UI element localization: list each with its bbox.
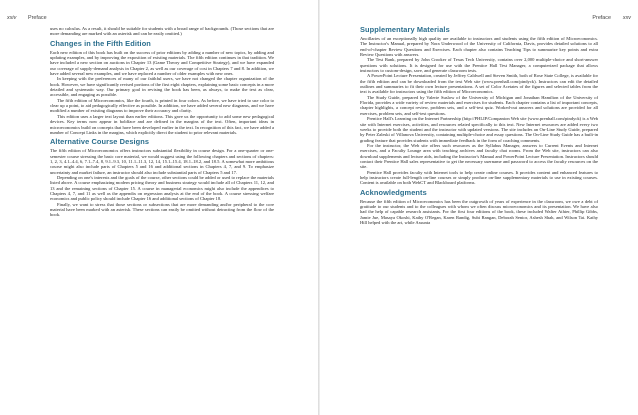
paragraph: The Test Bank, prepared by John Crooker of Texas Tech University, contains over 2,000 multiple-choice and short-answer questions with solutions. It is designed for use with the Prentice Hall Test Manager, a computerized package that allows instructors to custom-design, save, and generate classroom tests. [360,57,598,74]
intro-paragraph: uses no calculus. As a result, it should be suitable for students with a broad range of backgrounds. (Those sections that are more demanding are marked with an asterisk and can be easily omitted.) [50,26,274,37]
page-number: xxv [622,15,631,21]
paragraph: Finally, we want to stress that those sections or subsections that are more demanding and/or peripheral to the core material have been marked with an asterisk. These sections can easily be omitted without detracting from the flow of the book. [50,201,274,218]
paragraph: Depending on one's interests and the goals of the course, other sections could be added or used to replace the materials listed above. A course emphasizing modern pricing theory and business strategy would include all of Chapters 11, 12, and 13 and the remaining sections of Chapter 15. A course in managerial economics might also include the appendices to Chapters 4, 7, and 11 as well as the appendix on regression analysis at the end of the book. A course stressing welfare economics and public policy should include Chapter 16 and additional sections of Chapter 18. [50,174,274,202]
paragraph: The fifth edition of Microeconomics offers instructors substantial flexibility in course design. For a one-quarter or one-semester course stressing the basic core material, we would suggest using the following chapters and sections of chapters: 1, 2, 3, 4.1–4.4, 6, 7.1–7.4, 8, 9.1–9.3, 10, 11.1–11.3, 12, 14, 15.1–15.4, 18.1–18.2, and 18.5. A somewhat more ambitious course might also include parts of Chapters 5 and 16 and additional sections in Chapters 4, 7, and 9. To emphasize uncertainty and market failure, an instructor should also include substantial parts of Chapters 5 and 17. [50,148,274,175]
section-heading-acknowledgments: Acknowledgments [360,187,427,197]
section-heading-changes: Changes in the Fifth Edition [50,38,151,48]
left-text-column [50,26,274,218]
paragraph: A PowerPoint Lecture Presentation, created by Jeffrey Caldwell and Steven Smith, both of Rose State College, is available for the fifth edition and can be downloaded from the text Web site (www.prenhall.com/pindyck). Instructors can edit the detailed outlines and summaries to fit their own lecture presentations. A set of Color Acetates of the figures and selected tables from the text is available for instructors using the fifth edition of Microeconomics. [360,73,598,95]
paragraph: Because the fifth edition of Microeconomics has been the outgrowth of years of experience in the classroom, we owe a debt of gratitude to our students and to the colleagues with whom we often discuss microeconomics and its presentation. We have also had the help of capable research assistants. For the first four editions of the book, these included Walter Athier, Phillip Gibbs, Jamie Jue, Masaya Okoshi, Kathy O'Regan, Karen Randig, Subi Rangan, Deborah Senior, Ashesh Shah, and Wilson Tai. Kathy Hill helped with the art, while Assunta [360,198,598,225]
right-page [320,0,638,415]
paragraph: This edition uses a larger text layout than earlier editions. This gave us the opportunity to add some new pedagogical devices. Key terms now appear in boldface and are defined in the margins of the text. Often, important ideas in microeconomics build on concepts that have been developed earlier in the text. In recognition of this fact, we have added a number of Concept Links in the margins, which explicitly direct the student to prior relevant materials. [50,113,274,135]
left-page [0,0,318,415]
paragraph: Prentice Hall provides faculty with Internet tools to help create online courses. It provides content and enhanced features to help instructors create full-length on-line courses or simply produce on-line supplementary materials to use in existing courses. Content is available on both WebCT and Blackboard platforms. [360,169,598,186]
paragraph: The Study Guide, prepared by Valerie Suslow of the University of Michigan and Jonathan Hamilton of the University of Florida, provides a wide variety of review materials and exercises for students. Each chapter contains a list of important concepts, chapter highlights, a concept review, problem sets, and a self-test quiz. Worked-out answers and solutions are provided for all exercises, problem sets, and self-test questions. [360,94,598,116]
paragraph: The fifth edition of Microeconomics, like the fourth, is printed in four colors. As before, we have tried to use color to clear up a point, to aid pedagogically effective as possible. In addition, we have added several new diagrams, and we have modified a number of existing diagrams to improve their accuracy and clarity. [50,97,274,114]
paragraph: In keeping with the preferences of many of our faithful users, we have not changed the chapter organization of the book. However, we have significantly revised portions of the first eight chapters, explaining some basic concepts in a more detailed and systematic way. Our primary goal in revising the book has been, as always, to make the text as clear, accessible, and engaging as possible. [50,76,274,98]
page-number: xxiv [7,15,17,21]
paragraph: Each new edition of this book has built on the success of prior editions by adding a number of new topics, by adding and updating examples, and by improving the exposition of existing materials. The fifth edition continues in that tradition. We have included a new section on auctions in Chapter 13 (Game Theory and Competitive Strategy), and we have expanded our coverage of supply-demand analysis in Chapter 2, as well as our coverage of cost in Chapters 7 and 8. In addition, we have added several new examples, and we have replaced a number of older examples with new ones. [50,49,274,77]
paragraph: Prentice Hall's Learning on the Internet Partnership (http://PHLIP/Companion Web site (www.prenhall.com/pindyck) is a Web site with Internet exercises, activities, and resources related specifically to this text. New Internet resources are added every two weeks to provide both the student and the instructor with updated versions. The site includes an On-Line Study Guide, prepared by Peter Zaleski of Villanova University, containing multiple-choice and essay questions. The On-Line Study Guide has a built-in grading feature that provides students with immediate feedback in the form of coaching comments. [360,116,598,143]
paragraph: For the instructor, the Web site offers such resources as the Syllabus Manager, answers to Current Events and Internet exercises, and a Faculty Lounge area with teaching archives and faculty chat rooms. From the Web site, instructors can also download supplements and lecture aids, including the Instructor's Manual and PowerPoint Lecture Presentation. Instructors should contact their Prentice Hall sales representative to get the necessary username and password to access the faculty resources on the site. [360,142,598,170]
section-heading-alternative-course: Alternative Course Designs [50,137,150,147]
running-head: Preface [592,15,611,21]
right-text-column [360,26,598,225]
paragraph: Ancillaries of an exceptionally high quality are available to instructors and students using the fifth edition of Microeconomics. The Instructor's Manual, prepared by Nora Underwood of the University of California, Davis, provides detailed solutions to all end-of-chapter Review Questions and Exercises. Each chapter also contains Teaching Tips to summarize key points and extra Review Questions with answers. [360,36,598,58]
running-head: Preface [28,15,47,21]
section-heading-supplementary: Supplementary Materials [360,25,450,34]
